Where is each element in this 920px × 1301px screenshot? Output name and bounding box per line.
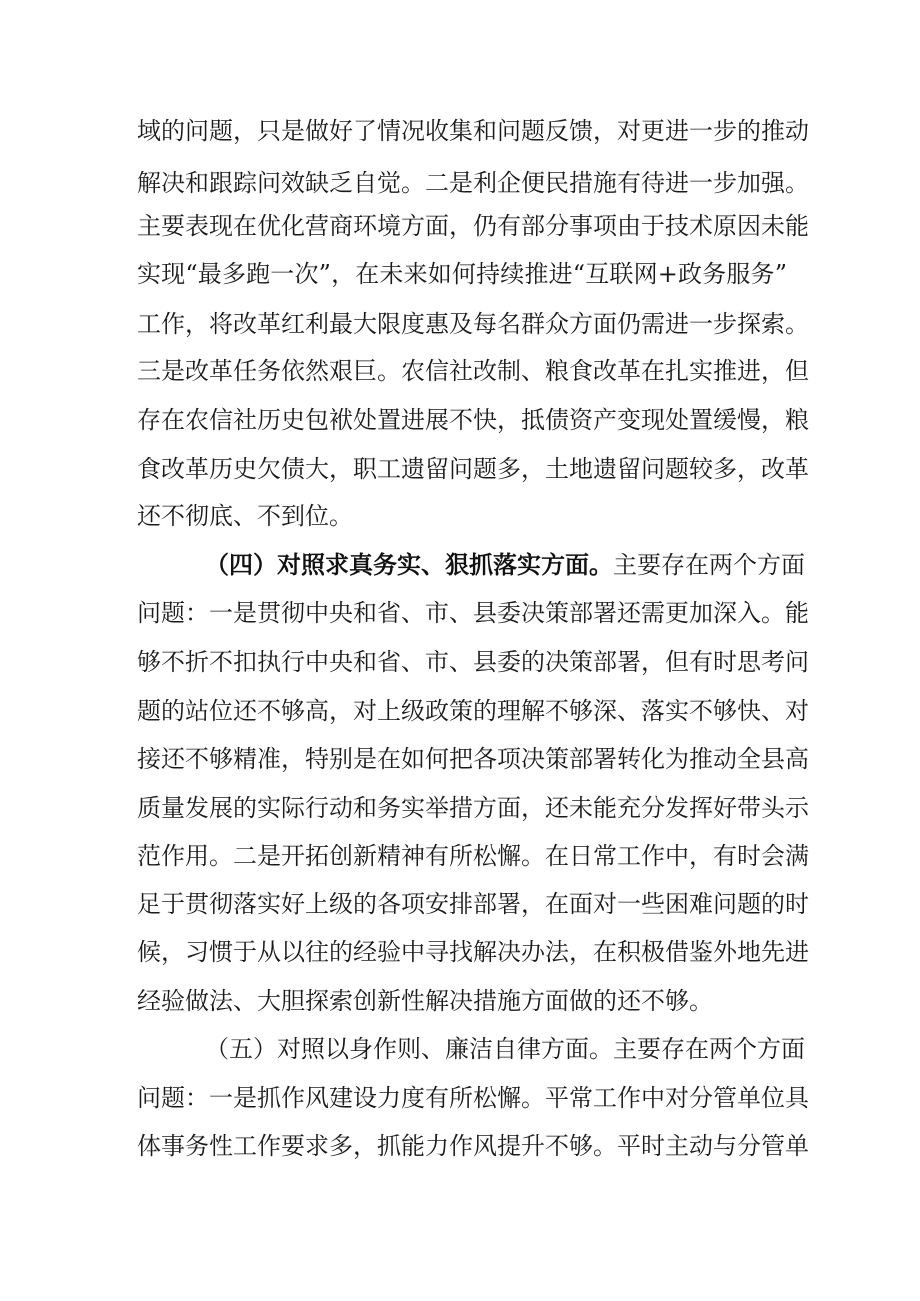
text-line: 存在农信社历史包袱处置进展不快，抵债资产变现处置缓慢，粮 xyxy=(137,406,809,434)
text-line: 够不折不扣执行中央和省、市、县委的决策部署，但有时思考问 xyxy=(137,648,809,676)
text-line: 主要表现在优化营商环境方面，仍有部分事项由于技术原因未能 xyxy=(137,212,809,240)
text-line: 体事务性工作要求多，抓能力作风提升不够。平时主动与分管单 xyxy=(137,1132,809,1160)
text-line: 问题：一是抓作风建设力度有所松懈。平常工作中对分管单位具 xyxy=(137,1084,809,1112)
text-line: 经验做法、大胆探索创新性解决措施方面做的还不够。 xyxy=(137,987,713,1015)
text-span: 主要存在两个方面 xyxy=(613,551,805,579)
text-line: 质量发展的实际行动和务实举措方面，还未能充分发挥好带头示 xyxy=(137,794,809,822)
text-line: 范作用。二是开拓创新精神有所松懈。在日常工作中，有时会满 xyxy=(137,842,809,870)
text-line: 接还不够精准，特别是在如何把各项决策部署转化为推动全县高 xyxy=(137,745,809,773)
text-line: 足于贯彻落实好上级的各项安排部署，在面对一些困难问题的时 xyxy=(137,890,809,918)
text-line: 解决和跟踪问效缺乏自觉。二是利企便民措施有待进一步加强。 xyxy=(137,169,809,197)
text-line: 域的问题，只是做好了情况收集和问题反馈，对更进一步的推动 xyxy=(137,117,809,145)
text-line: 实现“最多跑一次”，在未来如何持续推进“互联网+政务服务” xyxy=(137,260,787,288)
text-line: 三是改革任务依然艰巨。农信社改制、粮食改革在扎实推进，但 xyxy=(137,357,809,385)
text-line: 还不彻底、不到位。 xyxy=(137,502,353,530)
paragraph-first-line: （五）对照以身作则、廉洁自律方面。主要存在两个方面 xyxy=(205,1035,805,1063)
text-line: 问题：一是贯彻中央和省、市、县委决策部署还需更加深入。能 xyxy=(137,599,809,627)
section-heading: （四）对照求真务实、狠抓落实方面。 xyxy=(205,550,613,579)
text-line: 工作，将改革红利最大限度惠及每名群众方面仍需进一步探索。 xyxy=(137,310,809,338)
paragraph-first-line xyxy=(205,545,805,585)
text-line: 题的站位还不够高，对上级政策的理解不够深、落实不够快、对 xyxy=(137,697,809,725)
text-line: 候，习惯于从以往的经验中寻找解决办法，在积极借鉴外地先进 xyxy=(137,938,809,966)
text-line: 食改革历史欠债大，职工遗留问题多，土地遗留问题较多，改革 xyxy=(137,455,809,483)
